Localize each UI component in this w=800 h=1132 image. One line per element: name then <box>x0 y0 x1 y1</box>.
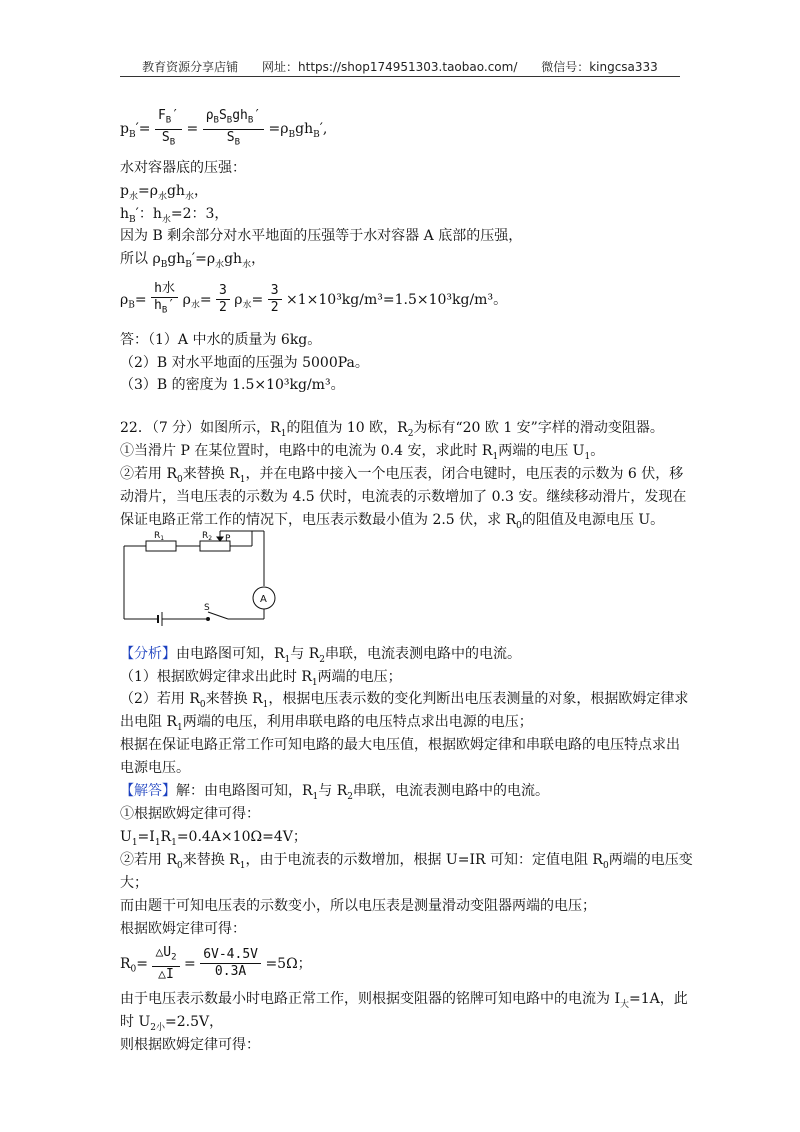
wechat-id: 微信号：kingcsa333 <box>541 60 658 74</box>
shop-url: 网址：https://shop174951303.taobao.com/ <box>262 60 518 74</box>
text-line: $p_水=\rho_水gh_水$， <box>120 183 208 202</box>
analysis-line: 根据在保证电路正常工作可知电路的最大电压值，根据欧姆定律和串联电路的电压特点求出 <box>120 737 680 753</box>
page-header <box>120 58 680 75</box>
fraction-3-2: $\frac{3}{2}$ <box>216 283 230 316</box>
text-line: 水对容器底的压强： <box>120 160 246 176</box>
text-line: 所以 $\rho_Bgh_B'=\rho_水gh_水$， <box>120 251 266 270</box>
label-switch: S <box>204 603 210 613</box>
equation-pb: $p_B'=$ $\frac{F_B'}{S_B}$ = $\frac{\rho_BS_Bgh_B'}{S_B}$ $=\rho_Bgh_B'$, <box>120 108 690 150</box>
analysis-tag: 【分析】 <box>120 646 176 662</box>
solution-line: ②若用 $R_0$来替换 $R_1$，由于电流表的示数增加，根据 U=IR 可知：定值电阻 $R_0$两端的电压变 <box>120 852 693 871</box>
analysis-line: 【分析】由电路图可知，$R_1$与 $R_2$串联，电流表测电路中的电流。 <box>120 646 522 665</box>
equation-r0: $R_0=$ $\frac{\triangle U_2}{\triangle I}$ = $\frac{6V-4.5V}{0.3A}$ =5Ω； <box>120 945 312 982</box>
q22-line: 保证电路正常工作的情况下，电压表示数最小值为 2.5 伏，求 $R_0$的阻值及电源电压 U。 <box>120 512 665 531</box>
solution-line: 【解答】解：由电路图可知，$R_1$与 $R_2$串联，电流表测电路中的电流。 <box>120 783 550 802</box>
text-line: 因为 B 剩余部分对水平地面的压强等于水对容器 A 底部的压强， <box>120 228 523 244</box>
analysis-line: （1）根据欧姆定律求出此时 $R_1$两端的电压； <box>120 669 402 688</box>
answer-1: 答：（1）A 中水的质量为 6kg。 <box>120 332 322 348</box>
fraction-h-water-hb: $\frac{\text{h水}}{h_B'}$ <box>151 281 178 319</box>
q22-line: 22．（7 分）如图所示，$R_1$的阻值为 10 欧，$R_2$为标有“20 欧 1 安”字样的滑动变阻器。 <box>120 420 664 439</box>
analysis-line: 电源电压。 <box>120 760 190 776</box>
solution-line: 根据欧姆定律可得： <box>120 921 246 937</box>
fraction-fb-sb: $\frac{F_B'}{S_B}$ <box>155 108 182 150</box>
fraction-du-di: $\frac{\triangle U_2}{\triangle I}$ <box>152 945 179 983</box>
label-r2: $R_2$ <box>202 531 213 542</box>
answer-3: （3）B 的密度为 1.5×10³kg/m³。 <box>120 377 345 393</box>
equation-rho-b: $\rho_B=$ $\frac{\text{h水}}{h_B'}$ $\rho_水=$ $\frac{3}{2}$ $\rho_水=$ $\frac{3}{2}$ ×1×10³kg/m³=1.5×10³kg/m³。 <box>120 281 690 319</box>
q22-line: 动滑片，当电压表的示数为 4.5 伏时，电流表的示数增加了 0.3 安。继续移动滑片，发现在 <box>120 489 687 505</box>
answer-2: （2）B 对水平地面的压强为 5000Pa。 <box>120 355 369 371</box>
solution-line: 而由题干可知电压表的示数变小，所以电压表是测量滑动变阻器两端的电压； <box>120 898 596 914</box>
q22-line: ①当滑片 P 在某位置时，电路中的电流为 0.4 安，求此时 $R_1$两端的电压 $U_1$。 <box>120 443 605 462</box>
analysis-line: （2）若用 $R_0$来替换 $R_1$，根据电压表示数的变化判断出电压表测量的对象，根据欧姆定律求 <box>120 691 689 710</box>
solution-line: 由于电压表示数最小时电路正常工作，则根据变阻器的铭牌可知电路中的电流为 $I_大=1A$，此 <box>120 991 688 1010</box>
solution-line: 则根据欧姆定律可得： <box>120 1037 260 1053</box>
fraction-rho-s-gh: $\frac{\rho_BS_Bgh_B'}{S_B}$ <box>203 108 264 150</box>
solution-line: 大； <box>120 875 148 891</box>
solution-line: $U_1=I_1R_1=0.4A\times 10\Omega=4V$； <box>120 829 307 848</box>
fraction-values: $\frac{6V-4.5V}{0.3A}$ <box>200 947 261 980</box>
text-line: $h_B'$：$h_水=2$：3， <box>120 206 229 225</box>
solution-line: ①根据欧姆定律可得： <box>120 806 260 822</box>
circuit-diagram <box>118 526 288 631</box>
label-ammeter: A <box>260 594 267 605</box>
label-r1: $R_1$ <box>154 531 165 542</box>
solution-tag: 【解答】 <box>120 783 176 799</box>
resistor-r1 <box>146 541 176 551</box>
q22-line: ②若用 $R_0$来替换 $R_1$，并在电路中接入一个电压表，闭合电键时，电压表的示数为 6 伏，移 <box>120 466 684 485</box>
solution-line: 时 $U_{2小}=2.5V$， <box>120 1014 224 1033</box>
fraction-3-2-b: $\frac{3}{2}$ <box>268 283 282 316</box>
shop-name: 教育资源分享店铺 <box>142 60 239 74</box>
header-rule <box>120 76 680 77</box>
label-p: P <box>225 534 231 544</box>
analysis-line: 出电阻 $R_1$两端的电压，利用串联电路的电压特点求出电源的电压； <box>120 714 533 733</box>
